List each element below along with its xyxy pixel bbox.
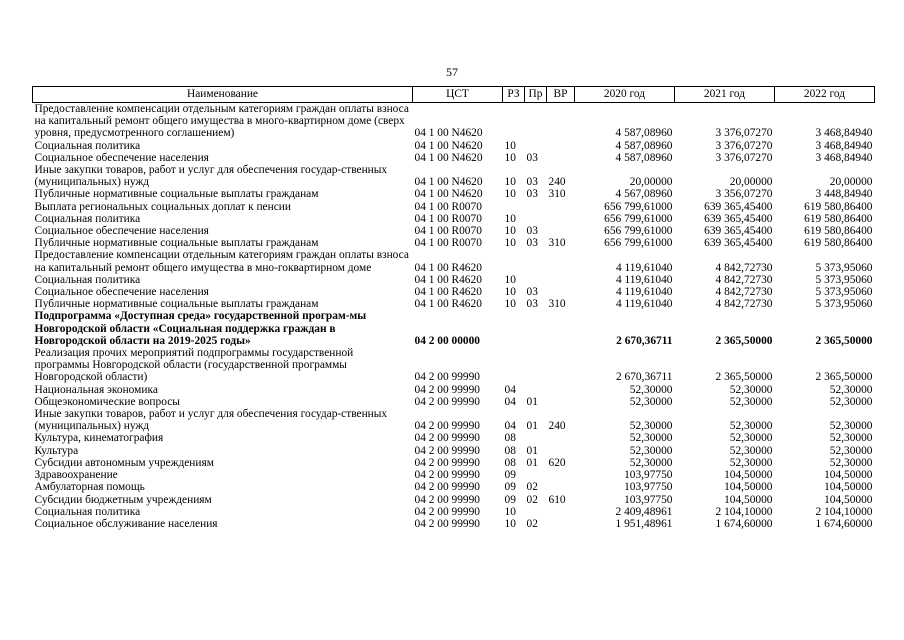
- row-2021: 3 376,07270: [715, 127, 773, 140]
- row-name: Социальное обеспечение населения: [34, 151, 209, 164]
- row-name: Национальная экономика: [34, 383, 158, 396]
- table-row: [33, 103, 875, 140]
- row-rz: 10: [504, 273, 516, 286]
- row-pr: [525, 103, 547, 140]
- table-row: [33, 506, 875, 518]
- row-rz: 10: [504, 505, 516, 518]
- row-2022: 3 468,84940: [815, 139, 873, 152]
- row-cst: 04 1 00 R0070: [414, 200, 482, 213]
- row-name: Субсидии бюджетным учреждениям: [34, 493, 212, 506]
- row-rz: 09: [504, 469, 516, 482]
- table-row: [33, 408, 875, 432]
- row-2022: 2 365,50000: [815, 334, 873, 347]
- row-cst: 04 2 00 99990: [414, 505, 480, 518]
- row-pr: 03: [526, 237, 538, 250]
- row-2022: 52,30000: [829, 420, 873, 433]
- row-2020: 656 799,61000: [604, 200, 673, 213]
- row-2020: 52,30000: [629, 432, 673, 445]
- row-rz: 04: [504, 383, 516, 396]
- row-vr: 240: [548, 176, 566, 189]
- row-rz: [503, 201, 525, 213]
- row-2020: 52,30000: [629, 420, 673, 433]
- row-cst: 04 2 00 99990: [414, 469, 480, 482]
- row-rz: 08: [504, 456, 516, 469]
- page-number: 57: [446, 65, 458, 79]
- row-pr: 03: [526, 298, 538, 311]
- row-pr: [525, 213, 547, 225]
- row-vr: [547, 310, 575, 347]
- row-2022: 52,30000: [829, 383, 873, 396]
- table-row: [33, 494, 875, 506]
- row-2022: 2 104,10000: [815, 505, 873, 518]
- row-2020: 2 409,48961: [615, 505, 673, 518]
- row-vr: [547, 274, 575, 286]
- row-2022: 619 580,86400: [804, 200, 873, 213]
- table-row: [33, 384, 875, 396]
- row-2022: 52,30000: [829, 395, 873, 408]
- row-pr: [525, 201, 547, 213]
- row-vr: [547, 103, 575, 140]
- row-name: Выплата региональных социальных доплат к пенсии: [34, 200, 291, 213]
- row-vr: 620: [548, 456, 566, 469]
- row-pr: 01: [526, 420, 538, 433]
- row-2022: 1 674,60000: [815, 517, 873, 530]
- row-name: Иные закупки товаров, работ и услуг для обеспечения государ-ственных (муниципальных) нужд: [34, 408, 388, 433]
- row-2022: 104,50000: [824, 469, 873, 482]
- row-pr: [525, 469, 547, 481]
- row-cst: 04 2 00 99990: [414, 371, 480, 384]
- row-2020: 103,97750: [624, 493, 673, 506]
- table-row: [33, 445, 875, 457]
- row-cst: 04 2 00 99990: [414, 420, 480, 433]
- row-rz: 10: [504, 517, 516, 530]
- row-vr: [547, 506, 575, 518]
- row-rz: 08: [504, 432, 516, 445]
- row-vr: [547, 249, 575, 273]
- row-name: Иные закупки товаров, работ и услуг для обеспечения государ-ственных (муниципальных) нужд: [34, 164, 388, 189]
- row-2020: 20,00000: [629, 176, 673, 189]
- table-row: [33, 225, 875, 237]
- row-cst: 04 2 00 99990: [414, 493, 480, 506]
- row-rz: 10: [504, 212, 516, 225]
- row-vr: [547, 201, 575, 213]
- row-name: Здравоохранение: [34, 469, 118, 482]
- row-name: Общеэкономические вопросы: [34, 395, 180, 408]
- row-cst: 04 2 00 99990: [414, 444, 480, 457]
- row-2021: 2 365,50000: [715, 334, 773, 347]
- row-name: Культура: [34, 444, 79, 457]
- row-rz: [503, 103, 525, 140]
- row-2021: 3 356,07270: [715, 188, 773, 201]
- header-2022: 2022 год: [775, 87, 875, 103]
- row-cst: 04 1 00 R4620: [414, 298, 482, 311]
- table-row: [33, 249, 875, 273]
- row-cst: 04 1 00 R0070: [414, 212, 482, 225]
- header-pr: Пр: [525, 87, 547, 103]
- table-row: [33, 518, 875, 530]
- row-cst: 04 1 00 R4620: [414, 273, 482, 286]
- row-name: Социальное обслуживание населения: [34, 517, 218, 530]
- table-row: [33, 188, 875, 200]
- table-row: [33, 347, 875, 384]
- row-vr: [547, 286, 575, 298]
- row-rz: 10: [504, 286, 516, 299]
- row-cst: 04 2 00 99990: [414, 517, 480, 530]
- table-row: [33, 310, 875, 347]
- row-rz: 08: [504, 444, 516, 457]
- table-row: [33, 286, 875, 298]
- row-2021: 4 842,72730: [715, 298, 773, 311]
- row-vr: 310: [548, 237, 566, 250]
- row-cst: 04 1 00 R0070: [414, 237, 482, 250]
- row-2020: 2 670,36711: [615, 371, 673, 384]
- row-vr: [547, 518, 575, 530]
- row-cst: 04 1 00 R0070: [414, 225, 482, 238]
- table-header-row: [33, 87, 875, 103]
- table-row: [33, 213, 875, 225]
- table-row: [33, 457, 875, 469]
- header-rz: РЗ: [503, 87, 525, 103]
- row-cst: 04 2 00 99990: [414, 395, 480, 408]
- row-name: Подпрограмма «Доступная среда» государственной програм-мы Новгородской области «Социальная поддержка граждан в Новгородской области на 2019-2025 годы»: [34, 310, 367, 347]
- header-name: Наименование: [33, 87, 413, 103]
- row-2022: 52,30000: [829, 444, 873, 457]
- row-rz: [503, 310, 525, 347]
- table-body: [33, 103, 875, 531]
- row-2022: 104,50000: [824, 481, 873, 494]
- row-vr: [547, 152, 575, 164]
- row-2020: 4 587,08960: [615, 139, 673, 152]
- row-name: Социальная политика: [34, 505, 141, 518]
- row-name: Социальное обеспечение населения: [34, 286, 209, 299]
- row-2022: 619 580,86400: [804, 225, 873, 238]
- row-rz: 10: [504, 188, 516, 201]
- row-2020: 4 587,08960: [615, 127, 673, 140]
- table-row: [33, 432, 875, 444]
- row-name: Предоставление компенсации отдельным категориям граждан оплаты взноса на капитальный ремонт общего имущества в мно-гоквартирном доме: [34, 249, 409, 274]
- row-2020: 4 119,61040: [615, 273, 673, 286]
- row-vr: [547, 225, 575, 237]
- table-row: [33, 152, 875, 164]
- row-pr: 03: [526, 176, 538, 189]
- table-row: [33, 140, 875, 152]
- row-pr: [525, 384, 547, 396]
- row-name: Субсидии автономным учреждениям: [34, 456, 214, 469]
- row-2021: 3 376,07270: [715, 139, 773, 152]
- table-row: [33, 396, 875, 408]
- row-vr: [547, 213, 575, 225]
- row-2021: 639 365,45400: [704, 237, 773, 250]
- row-2021: 104,50000: [724, 481, 773, 494]
- row-name: Публичные нормативные социальные выплаты гражданам: [34, 188, 319, 201]
- row-pr: [525, 310, 547, 347]
- row-2021: 52,30000: [729, 432, 773, 445]
- row-2020: 656 799,61000: [604, 237, 673, 250]
- row-2021: 2 365,50000: [715, 371, 773, 384]
- row-pr: 01: [526, 456, 538, 469]
- row-2020: 4 587,08960: [615, 151, 673, 164]
- row-pr: [525, 432, 547, 444]
- row-name: Социальная политика: [34, 139, 141, 152]
- row-rz: 09: [504, 493, 516, 506]
- row-2020: 4 119,61040: [615, 298, 673, 311]
- row-cst: 04 1 00 R4620: [414, 286, 482, 299]
- row-2020: 52,30000: [629, 383, 673, 396]
- row-cst: 04 2 00 99990: [414, 456, 480, 469]
- header-vr: ВР: [547, 87, 575, 103]
- row-vr: [547, 432, 575, 444]
- row-pr: 01: [526, 395, 538, 408]
- row-2020: 52,30000: [629, 395, 673, 408]
- row-2021: 52,30000: [729, 444, 773, 457]
- table-row: [33, 274, 875, 286]
- row-name: Социальная политика: [34, 212, 141, 225]
- row-2022: 2 365,50000: [815, 371, 873, 384]
- row-name: Социальное обеспечение населения: [34, 225, 209, 238]
- table-row: [33, 298, 875, 310]
- row-rz: 09: [504, 481, 516, 494]
- table-row: [33, 469, 875, 481]
- row-cst: 04 1 00 N4620: [414, 188, 483, 201]
- row-vr: [547, 384, 575, 396]
- row-rz: 04: [504, 420, 516, 433]
- table-row: [33, 164, 875, 188]
- row-2022: 3 448,84940: [815, 188, 873, 201]
- row-2022: 619 580,86400: [804, 237, 873, 250]
- row-2021: 52,30000: [729, 420, 773, 433]
- row-2020: 656 799,61000: [604, 225, 673, 238]
- row-2020: 4 119,61040: [615, 261, 673, 274]
- row-cst: 04 1 00 N4620: [414, 127, 483, 140]
- row-vr: [547, 347, 575, 384]
- row-cst: 04 1 00 N4620: [414, 151, 483, 164]
- row-2021: 639 365,45400: [704, 200, 773, 213]
- row-pr: 02: [526, 517, 538, 530]
- row-pr: 03: [526, 188, 538, 201]
- row-name: Предоставление компенсации отдельным категориям граждан оплаты взноса на капитальный ремонт общего имущества в много-квартирном доме (сверх уровня, предусмотренного соглашением): [34, 103, 409, 140]
- row-pr: [525, 347, 547, 384]
- row-pr: 03: [526, 286, 538, 299]
- row-vr: [547, 396, 575, 408]
- row-rz: 10: [504, 139, 516, 152]
- row-vr: 310: [548, 188, 566, 201]
- row-2021: 639 365,45400: [704, 212, 773, 225]
- row-name: Культура, кинематография: [34, 432, 164, 445]
- row-2022: 5 373,95060: [815, 298, 873, 311]
- header-2020: 2020 год: [575, 87, 675, 103]
- row-2020: 4 567,08960: [615, 188, 673, 201]
- row-2022: 3 468,84940: [815, 151, 873, 164]
- row-2021: 2 104,10000: [715, 505, 773, 518]
- row-cst: 04 1 00 R4620: [414, 261, 482, 274]
- row-pr: [525, 249, 547, 273]
- row-pr: [525, 140, 547, 152]
- table-row: [33, 201, 875, 213]
- row-2022: 619 580,86400: [804, 212, 873, 225]
- row-cst: 04 1 00 N4620: [414, 176, 483, 189]
- row-2021: 52,30000: [729, 383, 773, 396]
- header-2021: 2021 год: [675, 87, 775, 103]
- row-pr: [525, 506, 547, 518]
- row-2022: 5 373,95060: [815, 261, 873, 274]
- row-2022: 20,00000: [829, 176, 873, 189]
- row-vr: 240: [548, 420, 566, 433]
- table-row: [33, 237, 875, 249]
- row-2020: 103,97750: [624, 469, 673, 482]
- row-name: Социальная политика: [34, 273, 141, 286]
- row-2021: 639 365,45400: [704, 225, 773, 238]
- row-2021: 104,50000: [724, 493, 773, 506]
- row-vr: [547, 469, 575, 481]
- row-2021: 52,30000: [729, 456, 773, 469]
- row-2020: 1 951,48961: [615, 517, 673, 530]
- row-rz: [503, 347, 525, 384]
- row-rz: 10: [504, 298, 516, 311]
- row-2020: 2 670,36711: [616, 334, 673, 347]
- row-rz: 04: [504, 395, 516, 408]
- row-2020: 52,30000: [629, 444, 673, 457]
- row-cst: 04 1 00 N4620: [414, 139, 483, 152]
- row-2021: 20,00000: [729, 176, 773, 189]
- row-rz: [503, 249, 525, 273]
- table-row: [33, 481, 875, 493]
- row-cst: 04 2 00 00000: [414, 334, 480, 347]
- row-pr: 02: [526, 481, 538, 494]
- row-2020: 52,30000: [629, 456, 673, 469]
- row-name: Публичные нормативные социальные выплаты гражданам: [34, 298, 319, 311]
- row-name: Реализация прочих мероприятий подпрограммы государственной программы Новгородской области (государственной программы Новгородской области): [34, 347, 354, 384]
- row-2020: 4 119,61040: [615, 286, 673, 299]
- row-2022: 5 373,95060: [815, 286, 873, 299]
- row-pr: 03: [526, 225, 538, 238]
- row-vr: 310: [548, 298, 566, 311]
- row-2022: 52,30000: [829, 456, 873, 469]
- row-2021: 1 674,60000: [715, 517, 773, 530]
- row-2020: 103,97750: [624, 481, 673, 494]
- row-vr: 610: [548, 493, 566, 506]
- row-pr: [525, 274, 547, 286]
- row-2022: 52,30000: [829, 432, 873, 445]
- row-cst: 04 2 00 99990: [414, 432, 480, 445]
- header-cst: ЦСТ: [413, 87, 503, 103]
- row-2021: 104,50000: [724, 469, 773, 482]
- row-name: Амбулаторная помощь: [34, 481, 145, 494]
- row-vr: [547, 140, 575, 152]
- row-pr: 03: [526, 151, 538, 164]
- row-cst: 04 2 00 99990: [414, 383, 480, 396]
- row-rz: 10: [504, 237, 516, 250]
- row-2022: 3 468,84940: [815, 127, 873, 140]
- row-cst: 04 2 00 99990: [414, 481, 480, 494]
- row-name: Публичные нормативные социальные выплаты гражданам: [34, 237, 319, 250]
- row-2022: 5 373,95060: [815, 273, 873, 286]
- row-rz: 10: [504, 176, 516, 189]
- row-vr: [547, 481, 575, 493]
- row-pr: 01: [526, 444, 538, 457]
- row-2021: 4 842,72730: [715, 286, 773, 299]
- row-rz: 10: [504, 225, 516, 238]
- row-2020: 656 799,61000: [604, 212, 673, 225]
- row-2022: 104,50000: [824, 493, 873, 506]
- budget-table: [32, 86, 875, 530]
- row-pr: 02: [526, 493, 538, 506]
- row-2021: 3 376,07270: [715, 151, 773, 164]
- row-2021: 52,30000: [729, 395, 773, 408]
- row-rz: 10: [504, 151, 516, 164]
- row-2021: 4 842,72730: [715, 261, 773, 274]
- row-vr: [547, 445, 575, 457]
- row-2021: 4 842,72730: [715, 273, 773, 286]
